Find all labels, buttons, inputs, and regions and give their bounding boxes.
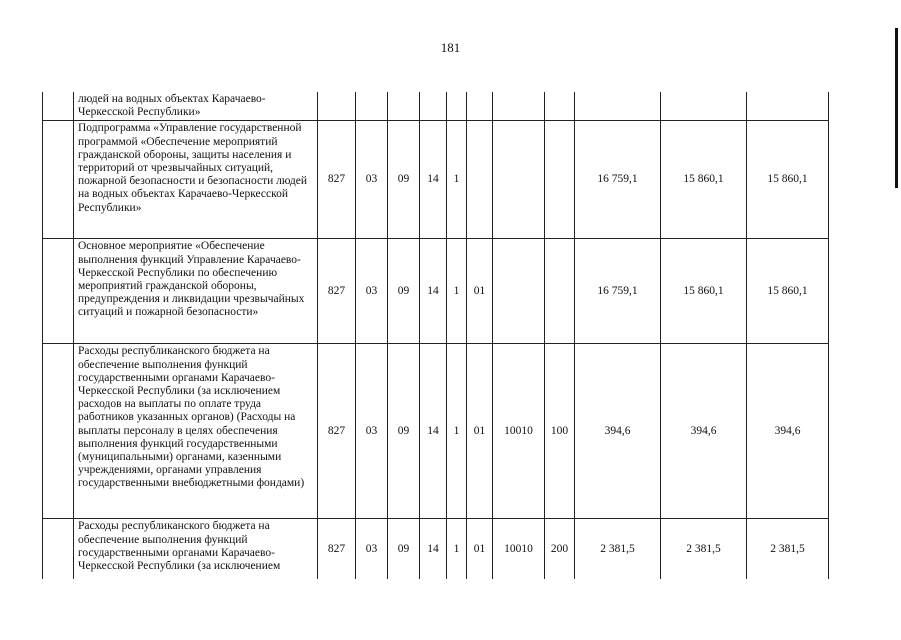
subprogram-code: 1 — [447, 519, 467, 579]
ministry-code: 827 — [318, 344, 356, 519]
target-code: 10010 — [493, 519, 545, 579]
amount-year-1 — [575, 92, 661, 121]
table-row — [43, 344, 829, 519]
table-row — [43, 92, 829, 121]
section-code: 03 — [356, 519, 388, 579]
amount-year-1: 16 759,1 — [575, 121, 661, 239]
amount-year-3: 2 381,5 — [747, 519, 829, 579]
subprogram-code: 1 — [447, 344, 467, 519]
program-code: 14 — [420, 239, 447, 344]
row-name: Расходы республиканского бюджета на обеспечение выполнения функций государственными органами Карачаево-Черкесской Республики (за исключением расходов на выплаты по оплате труда работников указанных органов) (Расходы на выплаты персоналу в целях обеспечения выполнения функций государственными (муниципальными) органами, казенными учреждениями, органами управления государственными внебюджетными фондами) — [74, 344, 318, 519]
program-code: 14 — [420, 519, 447, 579]
page-edge-mark — [895, 28, 898, 188]
amount-year-3 — [747, 92, 829, 121]
amount-year-2: 394,6 — [661, 344, 747, 519]
page-number: 181 — [440, 40, 461, 55]
target-code — [493, 239, 545, 344]
row-blank-cell — [43, 519, 74, 579]
target-code: 10010 — [493, 344, 545, 519]
row-blank-cell — [43, 92, 74, 121]
program-code: 14 — [420, 344, 447, 519]
ministry-code — [318, 92, 356, 121]
section-code — [356, 92, 388, 121]
table-row — [43, 239, 829, 344]
expense-type-code — [545, 239, 575, 344]
expense-type-code: 200 — [545, 519, 575, 579]
subsection-code: 09 — [388, 121, 420, 239]
row-name: Основное мероприятие «Обеспечение выполнения функций Управление Карачаево-Черкесской Республики по обеспечению мероприятий гражданской обороны, предупреждения и ликвидации чрезвычайных ситуаций и пожарной безопасности» — [74, 239, 318, 344]
program-code: 14 — [420, 121, 447, 239]
amount-year-1: 394,6 — [575, 344, 661, 519]
direction-code: 01 — [467, 344, 493, 519]
row-blank-cell — [43, 121, 74, 239]
subsection-code: 09 — [388, 519, 420, 579]
amount-year-3: 15 860,1 — [747, 239, 829, 344]
subsection-code — [388, 92, 420, 121]
row-name: людей на водных объектах Карачаево-Черкесской Республики» — [74, 92, 318, 121]
ministry-code: 827 — [318, 121, 356, 239]
program-code — [420, 92, 447, 121]
direction-code — [467, 121, 493, 239]
subprogram-code: 1 — [447, 121, 467, 239]
table-row — [43, 121, 829, 239]
row-name: Расходы республиканского бюджета на обеспечение выполнения функций государственными органами Карачаево-Черкесской Республики (за исключением — [74, 519, 318, 579]
amount-year-3: 15 860,1 — [747, 121, 829, 239]
amount-year-1: 16 759,1 — [575, 239, 661, 344]
row-name: Подпрограмма «Управление государственной программой «Обеспечение мероприятий гражданской обороны, защиты населения и территорий от чрезвычайных ситуаций, пожарной безопасности и безопасности людей на водных объектах Карачаево-Черкесской Республики» — [74, 121, 318, 239]
amount-year-2: 2 381,5 — [661, 519, 747, 579]
direction-code: 01 — [467, 239, 493, 344]
amount-year-2: 15 860,1 — [661, 239, 747, 344]
ministry-code: 827 — [318, 239, 356, 344]
expense-type-code — [545, 92, 575, 121]
target-code — [493, 121, 545, 239]
direction-code: 01 — [467, 519, 493, 579]
subsection-code: 09 — [388, 344, 420, 519]
row-blank-cell — [43, 239, 74, 344]
budget-table — [42, 92, 829, 579]
subprogram-code — [447, 92, 467, 121]
target-code — [493, 92, 545, 121]
row-blank-cell — [43, 344, 74, 519]
table-row — [43, 519, 829, 579]
direction-code — [467, 92, 493, 121]
section-code: 03 — [356, 121, 388, 239]
amount-year-2: 15 860,1 — [661, 121, 747, 239]
section-code: 03 — [356, 239, 388, 344]
subsection-code: 09 — [388, 239, 420, 344]
amount-year-3: 394,6 — [747, 344, 829, 519]
subprogram-code: 1 — [447, 239, 467, 344]
ministry-code: 827 — [318, 519, 356, 579]
amount-year-2 — [661, 92, 747, 121]
expense-type-code — [545, 121, 575, 239]
section-code: 03 — [356, 344, 388, 519]
amount-year-1: 2 381,5 — [575, 519, 661, 579]
expense-type-code: 100 — [545, 344, 575, 519]
